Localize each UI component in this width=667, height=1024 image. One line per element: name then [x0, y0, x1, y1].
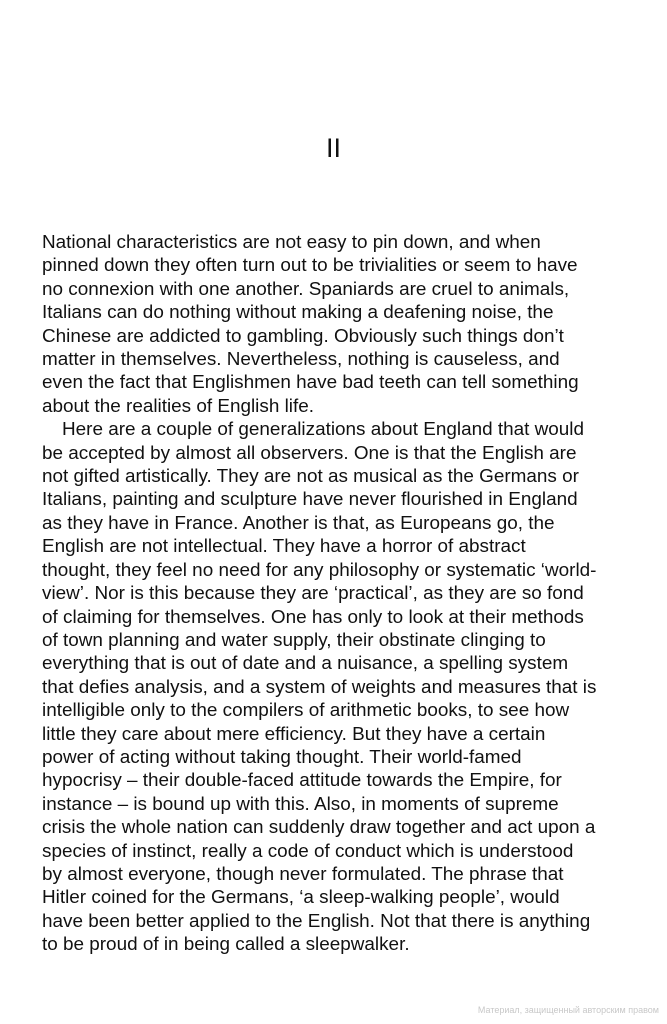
text-line: have been better applied to the English. Not that there is anything [42, 910, 591, 932]
text-line: view’. Nor is this because they are ‘practical’, as they are so fond [42, 583, 584, 605]
text-line: thought, they feel no need for any philosophy or systematic ‘world- [42, 559, 597, 581]
text-line: as they have in France. Another is that, as Europeans go, the [42, 512, 555, 534]
text-line: about the realities of English life. [42, 395, 314, 417]
text-line: English are not intellectual. They have a horror of abstract [42, 536, 526, 558]
text-line: matter in themselves. Nevertheless, nothing is causeless, and [42, 349, 560, 371]
text-line: Hitler coined for the Germans, ‘a sleep-walking people’, would [42, 887, 560, 909]
text-line: be accepted by almost all observers. One is that the English are [42, 442, 577, 464]
text-line: Italians can do nothing without making a deafening noise, the [42, 302, 554, 324]
text-line: that defies analysis, and a system of weights and measures that is [42, 676, 597, 698]
text-line: even the fact that Englishmen have bad teeth can tell something [42, 372, 579, 394]
text-line: National characteristics are not easy to pin down, and when [42, 232, 541, 253]
text-line: species of instinct, really a code of conduct which is understood [42, 840, 574, 862]
copyright-watermark: Материал, защищенный авторским правом [477, 1005, 659, 1015]
paragraph-1 [42, 231, 632, 418]
text-line: not gifted artistically. They are not as musical as the Germans or [42, 466, 579, 488]
text-line: Here are a couple of generalizations about England that would [62, 419, 584, 441]
chapter-heading: II [325, 133, 341, 163]
text-line: little they care about mere efficiency. But they have a certain [42, 723, 546, 745]
text-line: intelligible only to the compilers of arithmetic books, to see how [42, 700, 570, 722]
text-line: crisis the whole nation can suddenly draw together and act upon a [42, 817, 596, 839]
text-line: by almost everyone, though never formulated. The phrase that [42, 863, 564, 885]
text-line: of claiming for themselves. One has only to look at their methods [42, 606, 584, 628]
text-line: hypocrisy – their double-faced attitude towards the Empire, for [42, 770, 562, 792]
text-line: no connexion with one another. Spaniards are cruel to animals, [42, 278, 570, 300]
text-line: power of acting without taking thought. Their world-famed [42, 746, 522, 768]
body-text [42, 231, 632, 957]
text-line: Italians, painting and sculpture have never flourished in England [42, 489, 578, 511]
text-line: instance – is bound up with this. Also, in moments of supreme [42, 793, 559, 815]
text-line: everything that is out of date and a nuisance, a spelling system [42, 653, 569, 675]
paragraph-2 [42, 418, 632, 956]
text-line: Chinese are addicted to gambling. Obviously such things don’t [42, 325, 564, 347]
text-line: pinned down they often turn out to be trivialities or seem to have [42, 255, 578, 277]
text-line: of town planning and water supply, their obstinate clinging to [42, 629, 546, 651]
text-line: to be proud of in being called a sleepwalker. [42, 934, 410, 956]
